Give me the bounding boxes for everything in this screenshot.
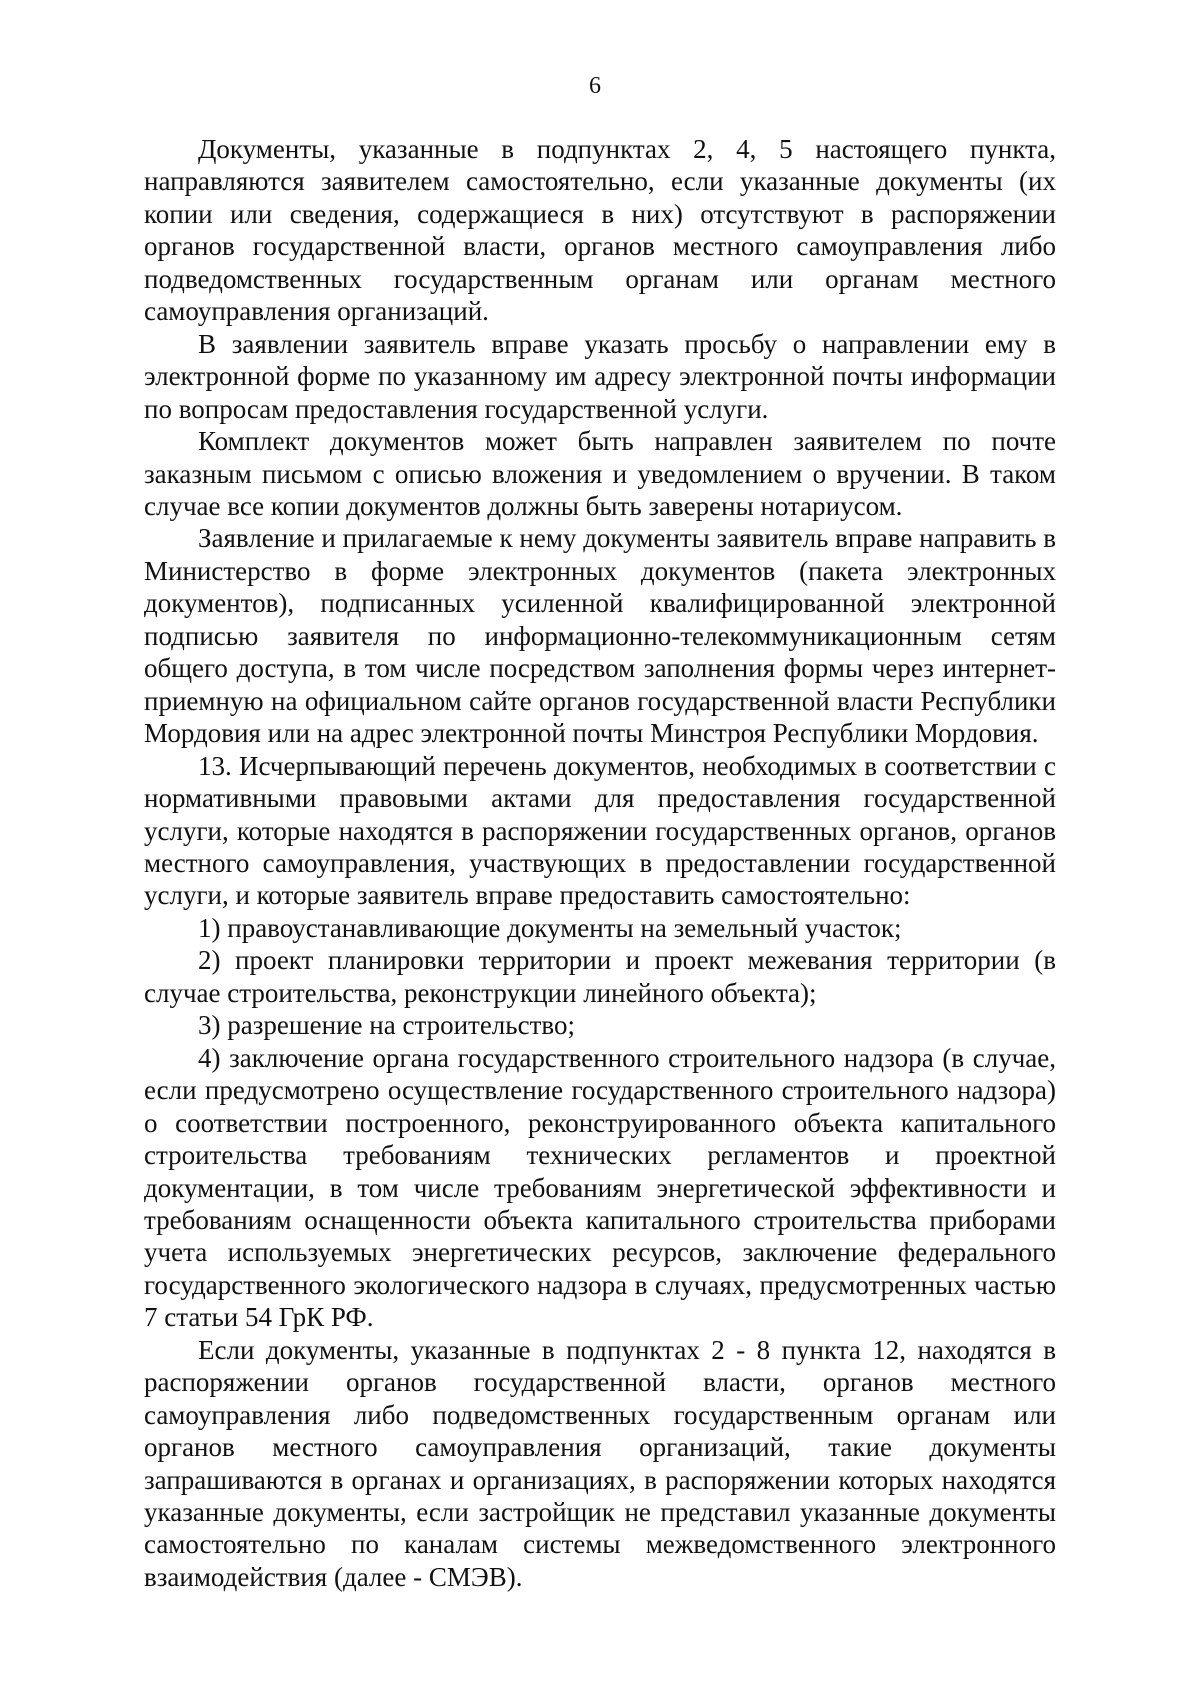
list-item-3-construction-permit: 3) разрешение на строительство; <box>198 1010 575 1041</box>
paragraph-electronic-submission: Заявление и прилагаемые к нему документы заявитель вправе направить в Министерство в форме электронных документов (пакета электронных документов), подписанных усиленной квалифицированной электронной подписью заявителя по информационно-телекоммуникационным сетям общего доступа, в том числе посредством заполнения формы через интернет-приемную на официальном сайте органов государственной власти Республики Мордовия или на адрес электронной почты Минстроя Республики Мордовия. <box>144 523 1056 749</box>
paragraph-documents-self-submission: Документы, указанные в подпунктах 2, 4, 5 настоящего пункта, направляются заявителем самостоятельно, если указанные документы (их копии или сведения, содержащиеся в них) отсутствуют в распоряжении органов государственной власти, органов местного самоуправления либо подведомственных государственным органам или органам местного самоуправления организаций. <box>144 134 1056 327</box>
paragraph-item-13-document-list: 13. Исчерпывающий перечень документов, необходимых в соответствии с нормативными правовыми актами для предоставления государственной услуги, которые находятся в распоряжении государственных органов, органов местного самоуправления, участвующих в предоставлении государственной услуги, и которые заявитель вправе предоставить самостоятельно: <box>144 750 1056 911</box>
list-item-4-supervision-conclusion: 4) заключение органа государственного строительного надзора (в случае, если предусмотрено осуществление государственного строительного надзора) о соответствии построенного, реконструированного объекта капитального строительства требованиям технических регламентов и проектной документации, в том числе требованиям энергетической эффективности и требованиям оснащенности объекта капитального строительства приборами учета используемых энергетических ресурсов, заключение федерального государственного экологического надзора в случаях, предусмотренных частью 7 статьи 54 ГрК РФ. <box>144 1042 1056 1333</box>
paragraph-postal-submission: Комплект документов может быть направлен заявителем по почте заказным письмом с описью вложения и уведомлением о вручении. В таком случае все копии документов должны быть заверены нотариусом. <box>144 426 1056 521</box>
list-item-1-land-title-documents: 1) правоустанавливающие документы на земельный участок; <box>198 912 902 943</box>
paragraph-electronic-notification-request: В заявлении заявитель вправе указать просьбу о направлении ему в электронной форме по указанному им адресу электронной почты информации по вопросам предоставления государственной услуги. <box>144 328 1056 424</box>
paragraph-interagency-request-smev: Если документы, указанные в подпунктах 2 - 8 пункта 12, находятся в распоряжении органов государственной власти, органов местного самоуправления либо подведомственных государственным органам или органов местного самоуправления организаций, такие документы запрашиваются в органах и организациях, в распоряжении которых находятся указанные документы, если застройщик не представил указанные документы самостоятельно по каналам системы межведомственного электронного взаимодействия (далее - СМЭВ). <box>144 1334 1056 1592</box>
page-number: 6 <box>589 73 601 99</box>
document-body <box>144 133 1056 1593</box>
list-item-2-planning-project: 2) проект планировки территории и проект межевания территории (в случае строительства, реконструкции линейного объекта); <box>144 945 1056 1008</box>
